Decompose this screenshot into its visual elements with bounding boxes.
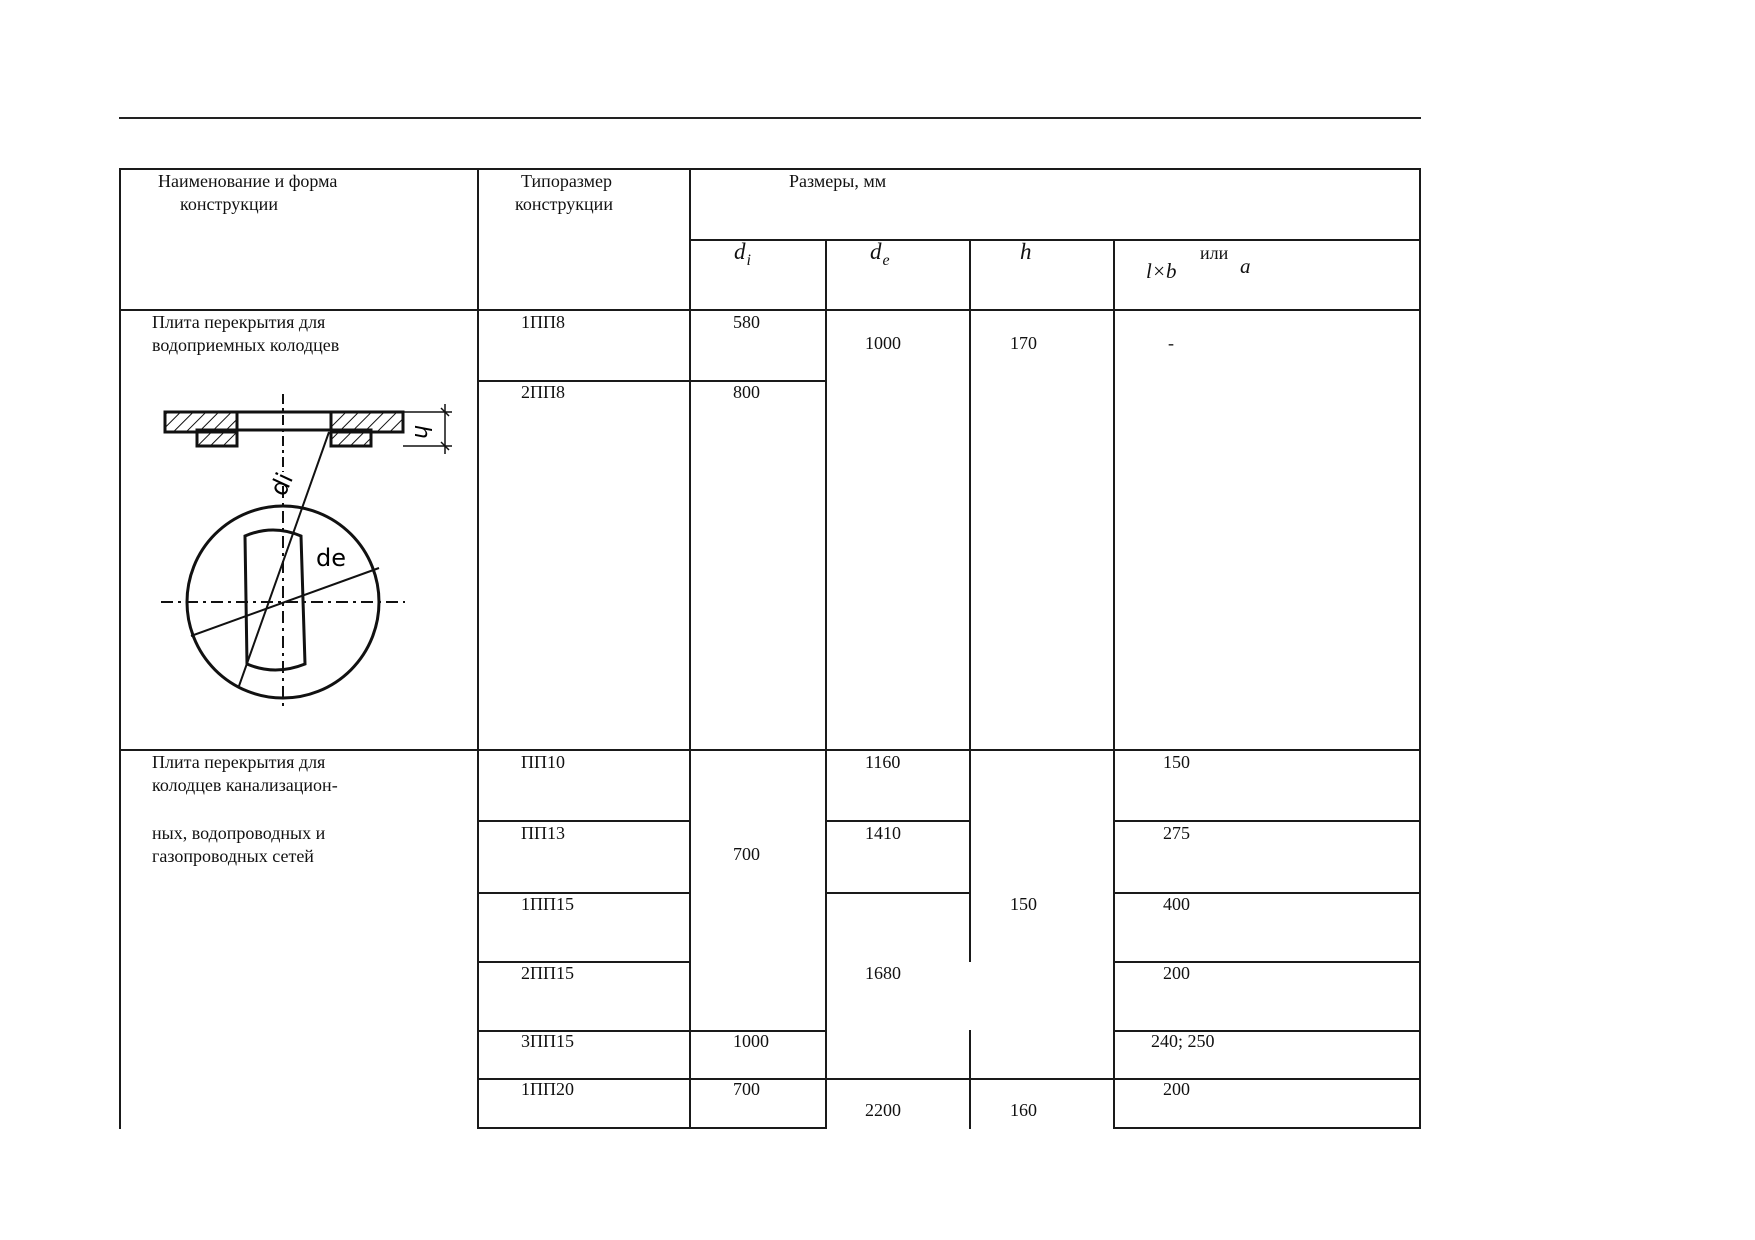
row-1pp15-type: 1ПП15 — [521, 894, 574, 914]
row-2pp15-type: 2ПП15 — [521, 963, 574, 983]
row-3pp15-bottom-c — [1113, 1078, 1421, 1080]
header-split — [689, 239, 1421, 241]
row-pp13-bottom-b — [825, 892, 971, 894]
divider-name-type — [477, 168, 479, 1129]
row-3pp15-type: 3ПП15 — [521, 1031, 574, 1051]
header-di: $d_i$ — [734, 239, 751, 269]
row-2pp8-di: 800 — [733, 382, 760, 402]
row-pp10-de: 1160 — [865, 752, 901, 772]
header-lxb: l×b — [1146, 259, 1177, 283]
row-pp13-de: 1410 — [865, 823, 901, 843]
divider-di-de — [825, 240, 827, 1129]
row-1pp20-bottom-a — [477, 1127, 827, 1129]
row-1pp15-bottom-a — [477, 961, 691, 963]
row-3pp15-bottom-h — [969, 1078, 1115, 1080]
section2-name-line1: Плита перекрытия для — [152, 752, 326, 772]
row-pp10-a: 150 — [1163, 752, 1190, 772]
section1-name-line1: Плита перекрытия для — [152, 312, 326, 332]
border-right — [1419, 168, 1421, 1129]
cross-section — [165, 394, 452, 472]
section1-name-line2: водоприемных колодцев — [152, 335, 340, 355]
row-1pp20-di: 700 — [733, 1079, 760, 1099]
header-name-line2: конструкции — [180, 194, 278, 214]
section2-name-line3: ных, водопроводных и — [152, 823, 326, 843]
label-de: de — [316, 544, 346, 572]
header-a: a — [1240, 254, 1251, 278]
row-pp13-a: 275 — [1163, 823, 1190, 843]
header-de: $d_e$ — [870, 239, 890, 269]
row-pp13-type: ПП13 — [521, 823, 565, 843]
row-1pp8-type: 1ПП8 — [521, 312, 565, 332]
header-dimensions: Размеры, мм — [789, 171, 887, 191]
row-pp10-bottom-a — [477, 820, 691, 822]
header-name-line1: Наименование и форма — [158, 171, 338, 191]
row-pp13-bottom-a — [477, 892, 691, 894]
section2-name-line4: газопроводных сетей — [152, 846, 314, 866]
section2-h-main: 150 — [1010, 894, 1037, 914]
section1-de: 1000 — [865, 333, 901, 353]
top-rule — [119, 117, 1421, 119]
divider-de-h — [969, 240, 971, 962]
header-type-line2: конструкции — [515, 194, 613, 214]
section2-di-merged: 700 — [733, 844, 760, 864]
row-1pp15-bottom-c — [1113, 961, 1421, 963]
slab-drawing — [155, 386, 460, 708]
row-3pp15-di: 1000 — [733, 1031, 769, 1051]
row-pp15-de: 1680 — [865, 963, 901, 983]
section1-h: 170 — [1010, 333, 1037, 353]
row-1pp15-a: 400 — [1163, 894, 1190, 914]
section2-name-line2: колодцев канализацион- — [152, 775, 338, 795]
divider-type-di — [689, 168, 691, 1129]
row-pp13-bottom-c — [1113, 892, 1421, 894]
divider-h-a — [1113, 240, 1115, 1129]
label-di: di — [264, 468, 299, 501]
row-pp20-h: 160 — [1010, 1100, 1037, 1120]
section1-a: - — [1168, 333, 1174, 353]
header-h: h — [1020, 239, 1032, 264]
label-h: h — [409, 425, 434, 439]
row-1pp20-a: 200 — [1163, 1079, 1190, 1099]
row-3pp15-bottom-b — [825, 1078, 971, 1080]
border-left — [119, 168, 121, 1129]
row-2pp8-type: 2ПП8 — [521, 382, 565, 402]
header-ili: или — [1200, 243, 1229, 263]
row-2pp15-a: 200 — [1163, 963, 1190, 983]
row-1pp20-type: 1ПП20 — [521, 1079, 574, 1099]
row-pp10-bottom-c — [1113, 820, 1421, 822]
row-1pp8-di: 580 — [733, 312, 760, 332]
header-type-line1: Типоразмер — [521, 171, 613, 191]
row-3pp15-a: 240; 250 — [1151, 1031, 1215, 1051]
row-1pp20-bottom-c — [1113, 1127, 1421, 1129]
row-pp20-de: 2200 — [865, 1100, 901, 1120]
row-pp10-type: ПП10 — [521, 752, 565, 772]
